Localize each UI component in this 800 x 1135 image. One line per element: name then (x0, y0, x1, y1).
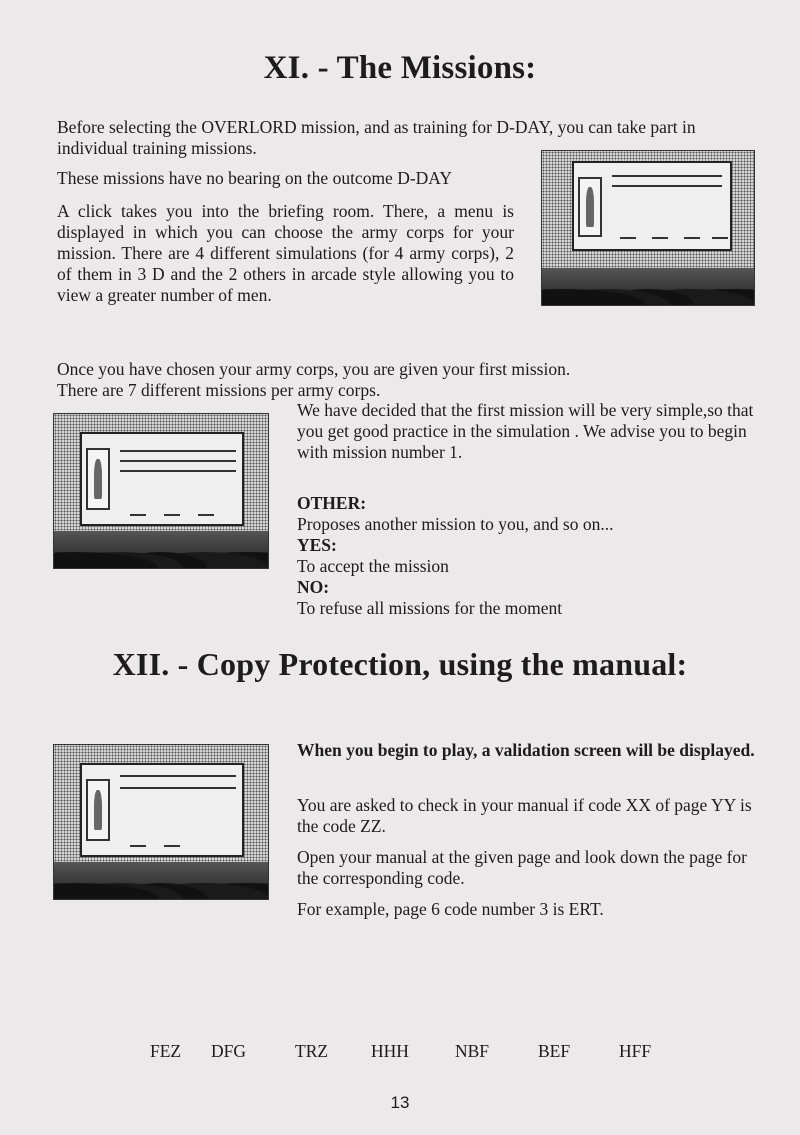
option-yes-desc: To accept the mission (297, 556, 449, 576)
option-other-desc: Proposes another mission to you, and so on... (297, 514, 614, 534)
code-2: DFG (211, 1041, 247, 1061)
mission-selection-screenshot (53, 413, 269, 569)
section-xi-title: XI. - The Missions: (263, 50, 537, 86)
audience-silhouettes (54, 862, 268, 899)
missions-bearing-paragraph: These missions have no bearing on the outcome D-DAY (57, 168, 452, 188)
code-1: FEZ (150, 1041, 182, 1061)
first-mission-paragraph: We have decided that the first mission will be very simple,so that you get good practice in the simulation . We advise you to begin with mission number 1. (297, 400, 754, 462)
option-no-desc: To refuse all missions for the moment (297, 598, 563, 618)
option-yes-label: YES: (297, 535, 337, 555)
soldier-portrait (578, 177, 602, 237)
missions-intro-paragraph: Before selecting the OVERLORD mission, and as training for D-DAY, you can take part in individual training missions. (57, 117, 696, 158)
briefing-room-screenshot (541, 150, 755, 306)
code-7: HFF (619, 1041, 652, 1061)
open-manual-paragraph: Open your manual at the given page and look down the page for the corresponding code. (297, 847, 748, 888)
example-code-paragraph: For example, page 6 code number 3 is ERT. (297, 899, 604, 919)
validation-screen-screenshot (53, 744, 269, 900)
code-5: NBF (455, 1041, 490, 1061)
audience-silhouettes (54, 531, 268, 568)
code-3: TRZ (295, 1041, 329, 1061)
validation-screen-paragraph: When you begin to play, a validation screen will be displayed. (297, 740, 755, 760)
mission-options-list (297, 493, 760, 619)
check-code-paragraph: You are asked to check in your manual if code XX of page YY is the code ZZ. (297, 795, 752, 836)
army-corps-chosen-line: Once you have chosen your army corps, you are given your first mission. (57, 359, 571, 379)
section-xii-title: XII. - Copy Protection, using the manual: (112, 646, 688, 682)
page-number: 13 (390, 1093, 410, 1112)
soldier-portrait (86, 448, 110, 510)
audience-silhouettes (542, 268, 754, 305)
option-no-label: NO: (297, 577, 330, 597)
missions-per-corps-line: There are 7 different missions per army corps. (57, 380, 381, 400)
code-6: BEF (538, 1041, 571, 1061)
soldier-portrait (86, 779, 110, 841)
briefing-room-paragraph: A click takes you into the briefing room. There, a menu is displayed in which you can choose the army corps for your mission. There are 4 different simulations (for 4 army corps), 2 of them in 3 D and the 2 others in arcade style allowing you to view a greater number of men. (57, 201, 514, 305)
code-4: HHH (371, 1041, 409, 1061)
option-other-label: OTHER: (297, 493, 367, 513)
